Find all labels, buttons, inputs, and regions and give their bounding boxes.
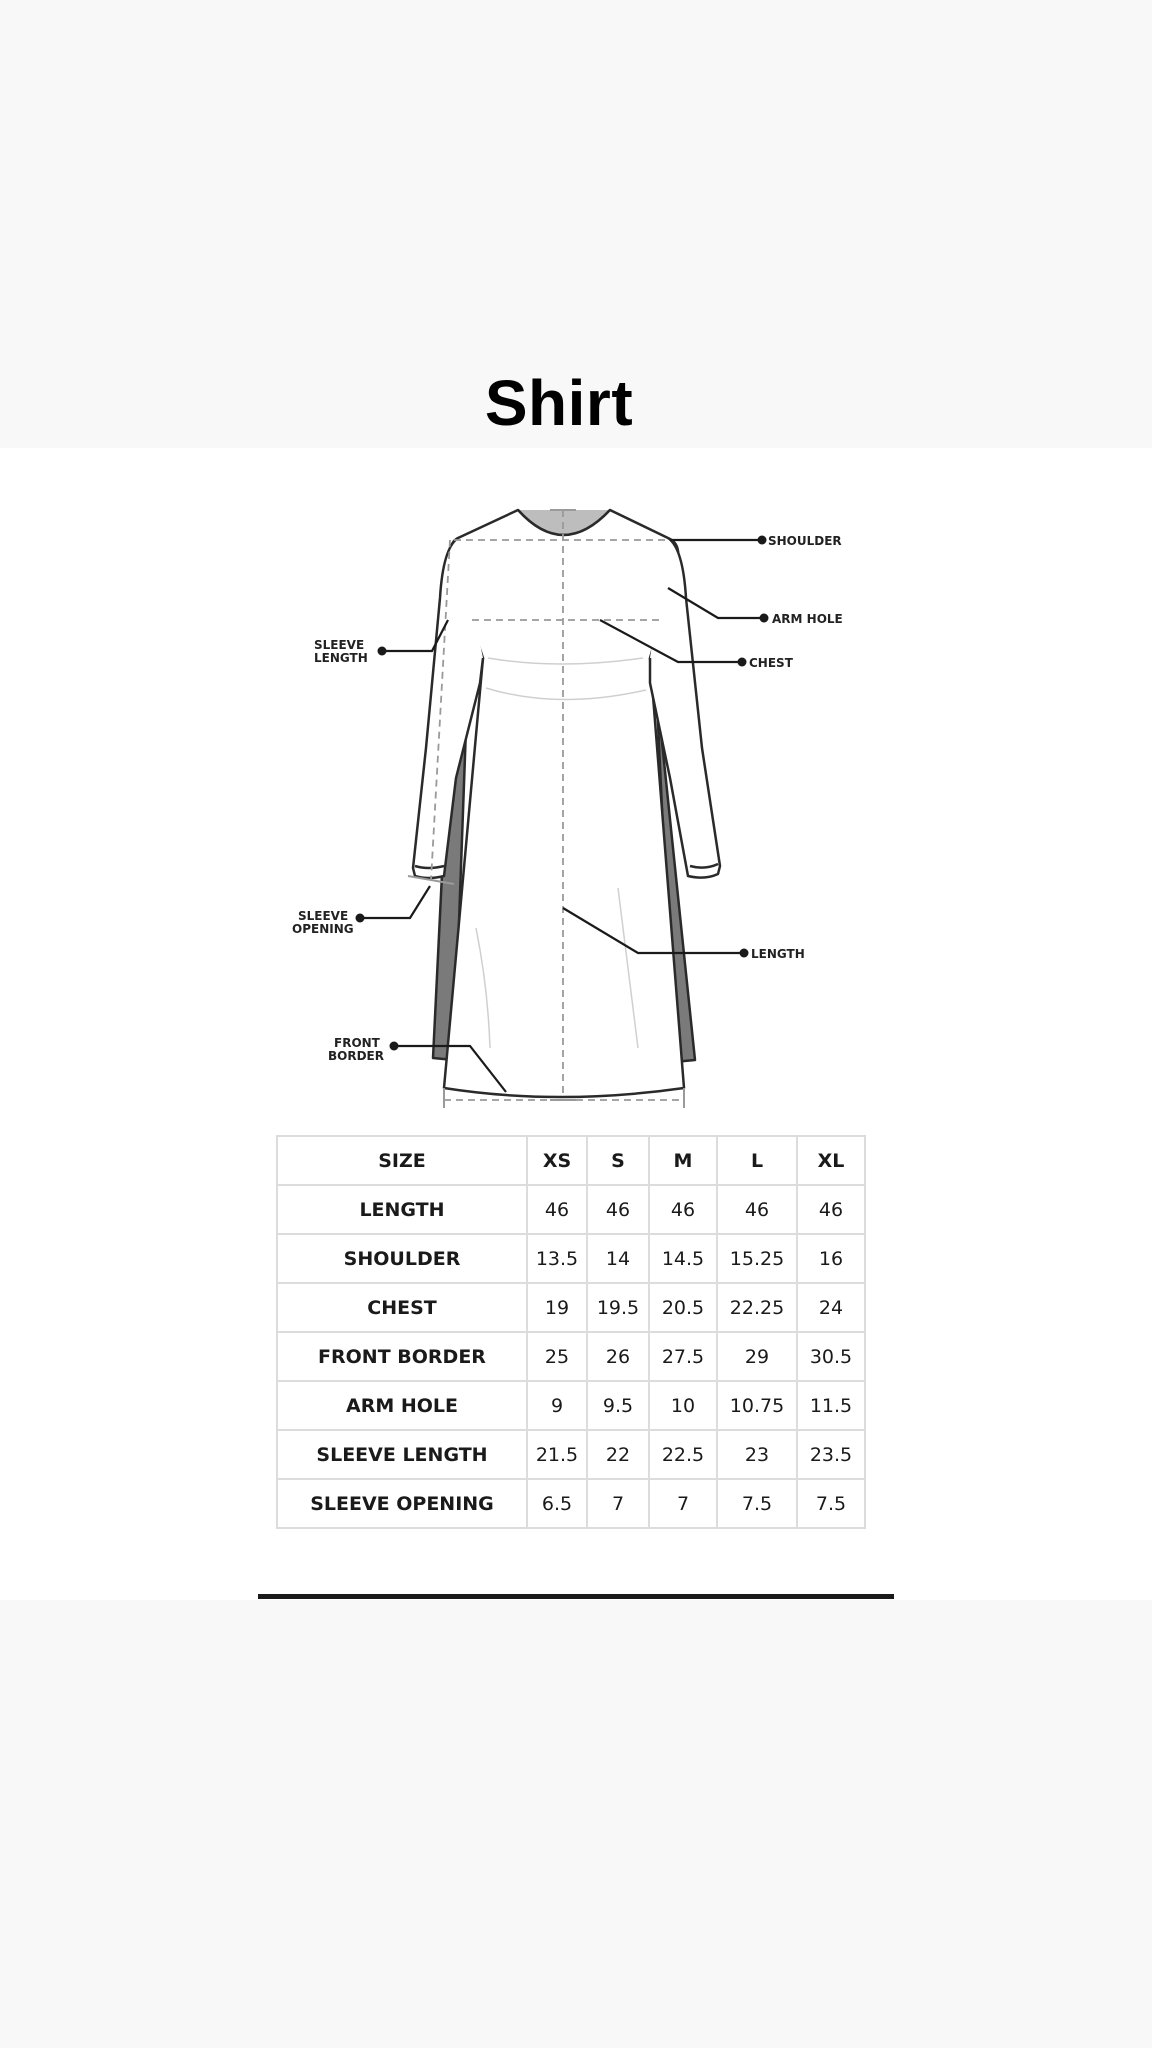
table-cell: 10 bbox=[649, 1381, 717, 1430]
table-cell: 27.5 bbox=[649, 1332, 717, 1381]
table-cell: 13.5 bbox=[527, 1234, 587, 1283]
table-cell: 16 bbox=[797, 1234, 865, 1283]
table-cell: 15.25 bbox=[717, 1234, 797, 1283]
header-cell-m: M bbox=[649, 1136, 717, 1185]
table-row bbox=[277, 1430, 865, 1479]
row-label: SLEEVE LENGTH bbox=[277, 1430, 527, 1479]
table-row bbox=[277, 1332, 865, 1381]
row-label: SLEEVE OPENING bbox=[277, 1479, 527, 1528]
table-cell: 23.5 bbox=[797, 1430, 865, 1479]
header-cell-s: S bbox=[587, 1136, 649, 1185]
header-cell-l: L bbox=[717, 1136, 797, 1185]
table-cell: 46 bbox=[797, 1185, 865, 1234]
table-cell: 9.5 bbox=[587, 1381, 649, 1430]
table-row bbox=[277, 1283, 865, 1332]
row-label: LENGTH bbox=[277, 1185, 527, 1234]
callout-sleeve-length-line2: LENGTH bbox=[314, 651, 368, 665]
callout-arm-hole: ARM HOLE bbox=[772, 612, 843, 626]
callout-front-border-line2: BORDER bbox=[328, 1049, 384, 1063]
header-cell-size: SIZE bbox=[277, 1136, 527, 1185]
table-cell: 19.5 bbox=[587, 1283, 649, 1332]
table-cell: 22.25 bbox=[717, 1283, 797, 1332]
table-cell: 7.5 bbox=[797, 1479, 865, 1528]
table-cell: 11.5 bbox=[797, 1381, 865, 1430]
row-label: ARM HOLE bbox=[277, 1381, 527, 1430]
callout-shoulder: SHOULDER bbox=[768, 534, 842, 548]
row-label: CHEST bbox=[277, 1283, 527, 1332]
shirt-diagram bbox=[258, 448, 894, 1108]
callout-chest: CHEST bbox=[749, 656, 793, 670]
callout-length: LENGTH bbox=[751, 947, 805, 961]
table-header-row bbox=[277, 1136, 865, 1185]
callout-sleeve-length-line1: SLEEVE bbox=[314, 638, 365, 652]
table-cell: 7 bbox=[587, 1479, 649, 1528]
table-cell: 20.5 bbox=[649, 1283, 717, 1332]
table-cell: 9 bbox=[527, 1381, 587, 1430]
table-cell: 21.5 bbox=[527, 1430, 587, 1479]
table-cell: 22 bbox=[587, 1430, 649, 1479]
table-cell: 7.5 bbox=[717, 1479, 797, 1528]
header-cell-xs: XS bbox=[527, 1136, 587, 1185]
callout-sleeve-opening-line1: SLEEVE bbox=[298, 909, 349, 923]
table-cell: 6.5 bbox=[527, 1479, 587, 1528]
callout-sleeve-opening-line2: OPENING bbox=[292, 922, 354, 936]
sleeve-opening-leader bbox=[360, 886, 430, 918]
size-guide-sheet bbox=[258, 448, 894, 1596]
table-row bbox=[277, 1479, 865, 1528]
table-cell: 46 bbox=[717, 1185, 797, 1234]
table-cell: 25 bbox=[527, 1332, 587, 1381]
table-row bbox=[277, 1185, 865, 1234]
size-chart-table bbox=[276, 1135, 866, 1529]
table-cell: 10.75 bbox=[717, 1381, 797, 1430]
table-cell: 14 bbox=[587, 1234, 649, 1283]
page-title: Shirt bbox=[484, 367, 634, 439]
table-cell: 26 bbox=[587, 1332, 649, 1381]
table-cell: 46 bbox=[587, 1185, 649, 1234]
image-bottom-edge bbox=[258, 1594, 894, 1599]
table-row bbox=[277, 1234, 865, 1283]
table-cell: 46 bbox=[527, 1185, 587, 1234]
table-cell: 29 bbox=[717, 1332, 797, 1381]
table-cell: 7 bbox=[649, 1479, 717, 1528]
table-cell: 46 bbox=[649, 1185, 717, 1234]
table-cell: 14.5 bbox=[649, 1234, 717, 1283]
header-cell-xl: XL bbox=[797, 1136, 865, 1185]
table-cell: 19 bbox=[527, 1283, 587, 1332]
callout-front-border-line1: FRONT bbox=[334, 1036, 380, 1050]
table-cell: 23 bbox=[717, 1430, 797, 1479]
table-cell: 30.5 bbox=[797, 1332, 865, 1381]
row-label: SHOULDER bbox=[277, 1234, 527, 1283]
row-label: FRONT BORDER bbox=[277, 1332, 527, 1381]
shirt-body bbox=[444, 510, 684, 1097]
table-cell: 24 bbox=[797, 1283, 865, 1332]
table-cell: 22.5 bbox=[649, 1430, 717, 1479]
table-row bbox=[277, 1381, 865, 1430]
